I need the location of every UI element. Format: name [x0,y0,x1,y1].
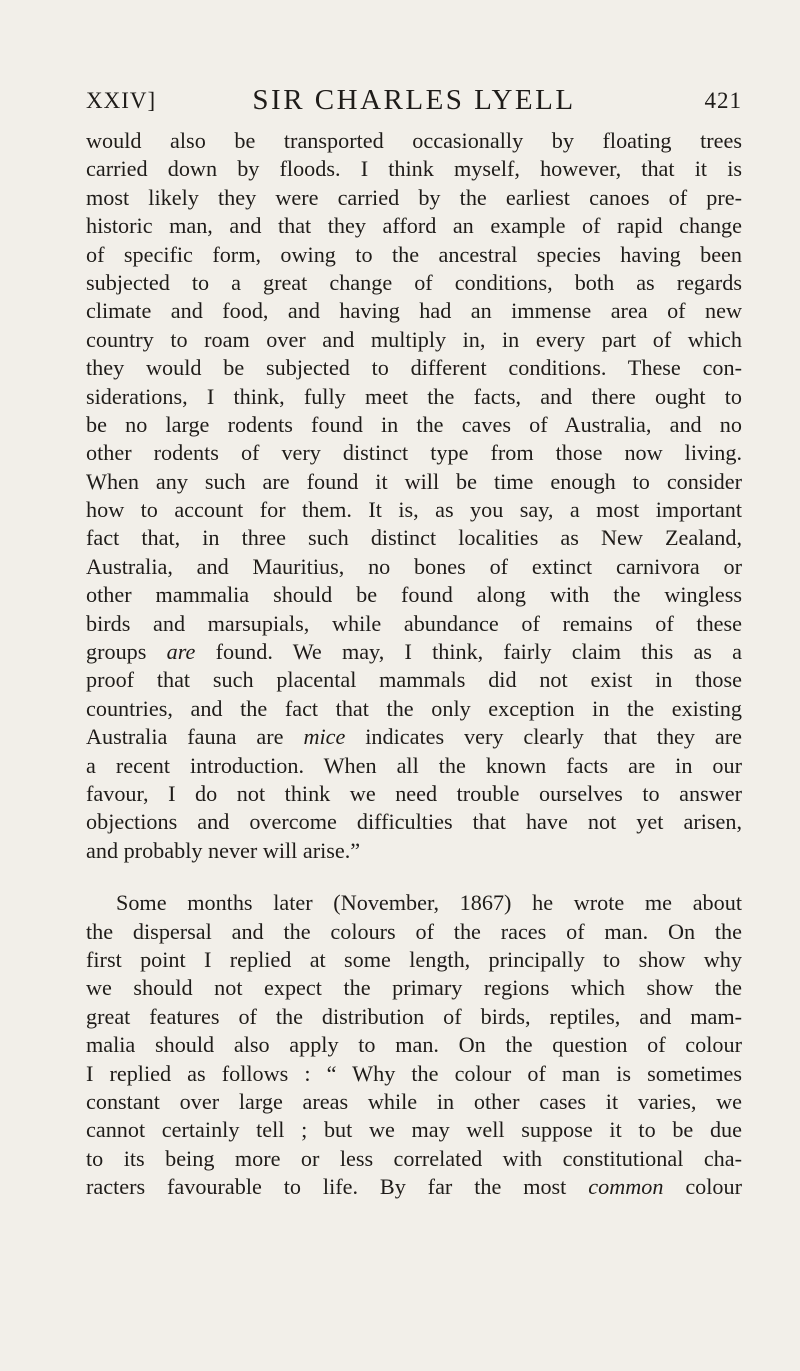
text-line: would also be transported occasionally by floating trees [86,128,742,153]
text-line: how to account for them. It is, as you say, a most important [86,497,742,523]
text-line: favour, I do not think we need trouble ourselves to answer [86,780,742,806]
running-title: SIR CHARLES LYELL [252,84,576,116]
italic-emphasis: are [166,639,196,665]
paragraph-2 [86,889,742,1201]
italic-emphasis: mice [303,724,346,750]
text-line: Australia, and Mauritius, no bones of extinct carnivora or [86,553,742,579]
text-line: constant over large areas while in other cases it varies, we [86,1088,742,1114]
text-line: the dispersal and the colours of the races of man. On the [86,918,742,944]
line-segment: groups [86,639,167,665]
text-line: country to roam over and multiply in, in every part of which [86,326,742,352]
text-line: be no large rodents found in the caves of Australia, and no [86,411,742,437]
line-segment: colour [663,1174,743,1200]
line-segment: Australia fauna are [86,724,304,750]
book-page [86,84,742,1201]
text-line: they would be subjected to different conditions. These con- [86,355,742,381]
text-line: and probably never will arise.” [86,837,361,863]
text-line: other rodents of very distinct type from those now living. [86,440,742,466]
text-line: of specific form, owing to the ancestral species having been [86,241,742,267]
text-line: a recent introduction. When all the known facts are in our [86,752,742,778]
text-line: objections and overcome difficulties that have not yet arisen, [86,809,742,835]
text-line: carried down by floods. I think myself, however, that it is [86,156,742,182]
paragraph-gap [86,865,742,889]
line-segment: racters favourable to life. By far the most [86,1174,589,1200]
page-number: 421 [704,88,742,113]
text-line: I replied as follows : “ Why the colour of man is sometimes [86,1060,742,1086]
text-line: most likely they were carried by the earliest canoes of pre- [86,184,742,210]
text-line: countries, and the fact that the only exception in the existing [86,695,742,721]
text-line: Some months later (November, 1867) he wrote me about [116,890,742,916]
text-line: climate and food, and having had an immense area of new [86,298,742,324]
text-line: siderations, I think, fully meet the facts, and there ought to [86,383,742,409]
text-line: birds and marsupials, while abundance of remains of these [86,610,742,636]
text-line: malia should also apply to man. On the question of colour [86,1032,742,1058]
text-line: first point I replied at some length, principally to show why [86,946,742,972]
text-line: proof that such placental mammals did not exist in those [86,667,742,693]
running-header [86,84,742,124]
text-line [86,638,742,666]
chapter-marker: XXIV] [86,88,157,113]
paragraph-1 [86,127,742,865]
italic-emphasis: common [588,1174,664,1200]
text-line: to its being more or less correlated with constitutional cha- [86,1145,742,1171]
text-line [86,1173,742,1201]
line-segment: found. We may, I think, fairly claim this as a [195,639,742,665]
text-line [86,723,742,751]
text-line: historic man, and that they afford an example of rapid change [86,213,742,239]
text-line: great features of the distribution of birds, reptiles, and mam- [86,1003,742,1029]
text-line: subjected to a great change of conditions, both as regards [86,269,742,295]
body-text [86,127,742,1201]
text-line: When any such are found it will be time enough to consider [86,468,742,494]
line-segment: indicates very clearly that they are [345,724,742,750]
text-line: fact that, in three such distinct localities as New Zealand, [86,525,742,551]
text-line: other mammalia should be found along with the wingless [86,582,742,608]
text-line: we should not expect the primary regions which show the [86,975,742,1001]
text-line: cannot certainly tell ; but we may well suppose it to be due [86,1117,742,1143]
